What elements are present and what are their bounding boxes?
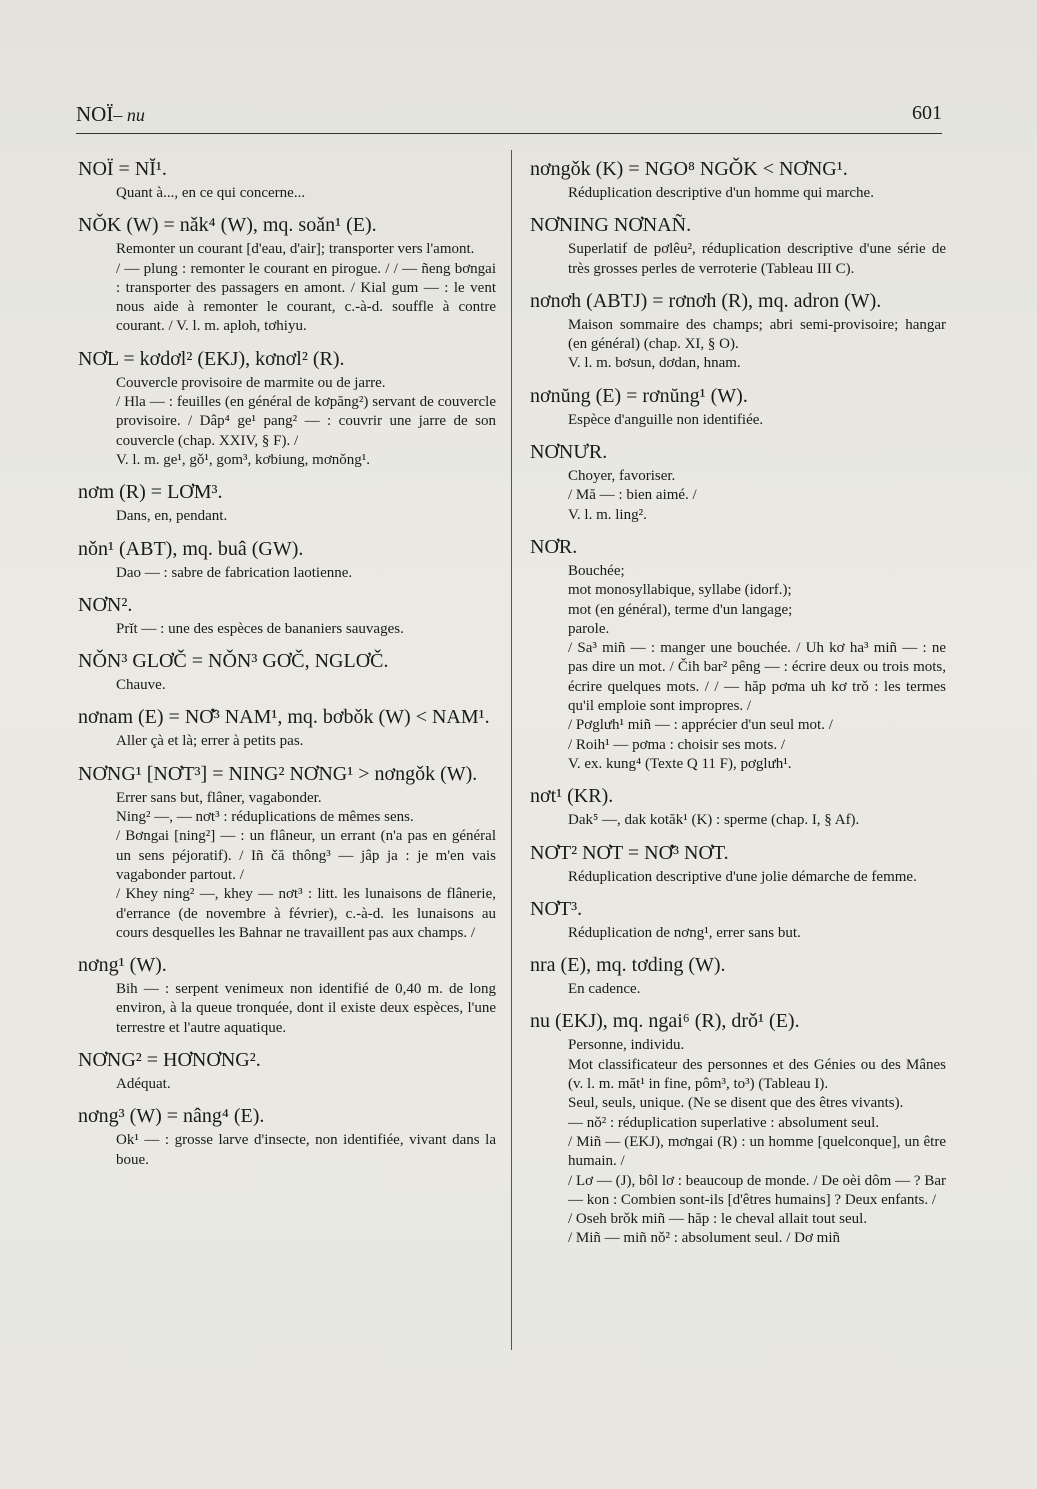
definition-line: Espèce d'anguille non identifiée. bbox=[568, 411, 764, 428]
definition-line: V. l. m. bơsun, dơdan, hnam. bbox=[568, 355, 741, 372]
dictionary-entry bbox=[78, 1047, 496, 1094]
entry-headword: nơng³ (W) = nâng⁴ (E). bbox=[78, 1105, 265, 1128]
definition-line: Seul, seuls, unique. (Ne se disent que des êtres vivants). bbox=[568, 1095, 904, 1112]
dictionary-entry bbox=[78, 761, 496, 943]
entry-headword: NOÏ = NĬ¹. bbox=[78, 158, 167, 180]
entry-headword: nơt¹ (KR). bbox=[530, 785, 614, 808]
left-column bbox=[78, 156, 496, 1179]
entry-definition bbox=[530, 980, 946, 999]
definition-line: V. l. m. ling². bbox=[568, 506, 647, 523]
entry-definition bbox=[530, 411, 946, 430]
entry-definition bbox=[78, 184, 496, 203]
definition-line: / Miñ — (EKJ), mơngai (R) : un homme [quelconque], un être humain. / bbox=[568, 1133, 946, 1170]
definition-line: / Sa³ miñ — : manger une bouchée. / Uh kơ ha³ miñ — : ne pas dire un mot. / Čih bar² pêng — : écrire deux ou trois mots, écrire quelques mots. / / — hăp pơma uh kơ trǒ : les termes qu'il emploie sont impropres. / bbox=[568, 640, 946, 715]
entry-definition bbox=[78, 789, 496, 943]
entry-definition bbox=[530, 1036, 946, 1248]
definition-line: Ok¹ — : grosse larve d'insecte, non identifiée, vivant dans la boue. bbox=[116, 1132, 496, 1168]
dictionary-entry bbox=[78, 648, 496, 695]
entry-headword: nơngǒk (K) = NGO⁸ NGǑK < NƠNG¹. bbox=[530, 158, 848, 180]
dictionary-entry bbox=[78, 704, 496, 751]
definition-line: / Pơglưh¹ miñ — : apprécier d'un seul mot. / bbox=[568, 717, 833, 734]
entry-headword: nơnam (E) = NƠ̆³ NAM¹, mq. bơbǒk (W) < NAM¹. bbox=[78, 706, 490, 729]
definition-line: Réduplication descriptive d'une jolie démarche de femme. bbox=[568, 868, 917, 885]
entry-headword: NƠNG² = HƠNƠNG². bbox=[78, 1049, 261, 1072]
definition-line: Errer sans but, flâner, vagabonder. bbox=[116, 789, 322, 806]
definition-line: Chauve. bbox=[116, 677, 166, 694]
entry-headword: NƠL = kơdơl² (EKJ), kơnơl² (R). bbox=[78, 347, 345, 370]
dictionary-entry bbox=[78, 212, 496, 336]
page-number: 601 bbox=[912, 102, 942, 124]
dictionary-entry bbox=[78, 156, 496, 203]
running-head: NOÏ– nu bbox=[76, 102, 145, 126]
dictionary-entry bbox=[78, 346, 496, 470]
entry-headword: NƠN². bbox=[78, 593, 133, 616]
definition-line: / Mă — : bien aimé. / bbox=[568, 487, 697, 504]
definition-line: — nǒ² : réduplication superlative : absolument seul. bbox=[568, 1114, 880, 1131]
entry-headword: nra (E), mq. tơding (W). bbox=[530, 954, 726, 977]
dictionary-entry bbox=[530, 156, 946, 203]
entry-headword: NǑK (W) = nǎk⁴ (W), mq. soǎn¹ (E). bbox=[78, 214, 377, 237]
dictionary-entry bbox=[530, 383, 946, 430]
definition-line: / Hla — : feuilles (en général de kơpăng²) servant de couvercle provisoire. / Dâp⁴ ge¹ pang² — : couvrir une jarre de son couvercle (chap. XXIV, § F). / bbox=[116, 394, 496, 449]
entry-definition bbox=[530, 240, 946, 279]
entry-headword: NƠR. bbox=[530, 535, 578, 558]
definition-line: Bouchée; bbox=[568, 562, 625, 579]
dictionary-entry bbox=[530, 534, 946, 774]
definition-line: Dans, en, pendant. bbox=[116, 508, 228, 525]
dictionary-entry bbox=[78, 1103, 496, 1170]
definition-line: Quant à..., en ce qui concerne... bbox=[116, 185, 306, 201]
dictionary-entry bbox=[530, 288, 946, 374]
header-rule bbox=[76, 133, 942, 134]
definition-line: Maison sommaire des champs; abri semi-provisoire; hangar (en général) (chap. XI, § O). bbox=[568, 316, 946, 353]
definition-line: Bih — : serpent venimeux non identifié de 0,40 m. de long environ, à la queue tronquée, dont il existe deux espèces, l'une terrestre et l'autre aquatique. bbox=[116, 981, 496, 1036]
definition-line: Aller çà et là; errer à petits pas. bbox=[116, 733, 304, 750]
column-divider bbox=[511, 150, 512, 1350]
dictionary-entry bbox=[78, 479, 496, 526]
definition-line: / Oseh brǒk miñ — hăp : le cheval allait tout seul. bbox=[568, 1211, 868, 1228]
entry-headword: NǑN³ GLƠČ = NǑN³ GƠČ, NGLƠČ. bbox=[78, 650, 389, 673]
definition-line: Personne, individu. bbox=[568, 1037, 685, 1054]
entry-definition bbox=[78, 732, 496, 751]
definition-line: / Khey ning² —, khey — nơt³ : litt. les lunaisons de flânerie, d'errance (de novembre à février), c.-à-d. les lunaisons au cours desquelles les Bahnar ne travaillent pas aux champs. / bbox=[116, 886, 496, 941]
definition-line: Couvercle provisoire de marmite ou de jarre. bbox=[116, 374, 386, 391]
entry-headword: nơnơh (ABTJ) = rơnơh (R), mq. adron (W). bbox=[530, 289, 882, 312]
right-column bbox=[530, 156, 946, 1258]
definition-line: Remonter un courant [d'eau, d'air]; transporter vers l'amont. bbox=[116, 241, 475, 258]
entry-definition bbox=[530, 316, 946, 374]
definition-line: Réduplication descriptive d'un homme qui marche. bbox=[568, 185, 874, 201]
definition-line: Dak⁵ —, dak kotăk¹ (K) : sperme (chap. I, § Af). bbox=[568, 812, 860, 829]
definition-line: Dao — : sabre de fabrication laotienne. bbox=[116, 564, 353, 581]
definition-line: Mot classificateur des personnes et des Génies ou des Mânes (v. l. m. măt¹ in fine, pôm³, to³) (Tableau I). bbox=[568, 1056, 946, 1093]
entry-definition bbox=[530, 184, 946, 203]
entry-headword: NƠNƯR. bbox=[530, 441, 608, 464]
entry-definition bbox=[530, 562, 946, 774]
definition-line: / Miñ — miñ nǒ² : absolument seul. / Dơ miñ bbox=[568, 1230, 841, 1247]
entry-definition bbox=[78, 240, 496, 336]
dictionary-entry bbox=[530, 783, 946, 830]
dictionary-entry bbox=[530, 439, 946, 525]
entry-definition bbox=[78, 980, 496, 1038]
definition-line: mot (en général), terme d'un langage; bbox=[568, 601, 793, 618]
entry-headword: nǒn¹ (ABT), mq. buâ (GW). bbox=[78, 537, 304, 560]
entry-definition bbox=[78, 507, 496, 526]
entry-definition bbox=[530, 467, 946, 525]
definition-line: mot monosyllabique, syllabe (idorf.); bbox=[568, 582, 792, 599]
definition-line: En cadence. bbox=[568, 981, 641, 998]
definition-line: V. ex. kung⁴ (Texte Q 11 F), pơglưh¹. bbox=[568, 755, 792, 772]
entry-headword: nơm (R) = LƠM³. bbox=[78, 481, 223, 504]
dictionary-entry bbox=[78, 952, 496, 1038]
dictionary-entry bbox=[530, 212, 946, 279]
definition-line: V. l. m. ge¹, gǒ¹, gom³, kơbiung, mơnǒng¹. bbox=[116, 451, 370, 468]
entry-headword: NƠT³. bbox=[530, 897, 583, 920]
dictionary-entry bbox=[530, 1008, 946, 1248]
entry-headword: NƠNING NƠNAÑ. bbox=[530, 214, 692, 237]
entry-definition bbox=[78, 1131, 496, 1170]
definition-line: / Roih¹ — pơma : choisir ses mots. / bbox=[568, 736, 786, 753]
entry-headword: nu (EKJ), mq. ngai⁶ (R), drǒ¹ (E). bbox=[530, 1010, 800, 1033]
definition-line: / Lơ — (J), bôl lơ : beaucoup de monde. / De oèi dôm — ? Bar — kon : Combien sont-ils [d'êtres humains] ? Deux enfants. / bbox=[568, 1172, 946, 1208]
definition-line: Prĭt — : une des espèces de bananiers sauvages. bbox=[116, 620, 404, 637]
definition-line: / Bơngai [ning²] — : un flâneur, un errant (n'a pas en général un sens péjoratif). / Iñ čă thông³ — jâp ja : je m'en vais vagabonder partout. / bbox=[116, 828, 496, 883]
definition-line: Adéquat. bbox=[116, 1076, 171, 1093]
entry-definition bbox=[530, 924, 946, 943]
running-header bbox=[76, 102, 942, 132]
dictionary-entry bbox=[78, 592, 496, 639]
dictionary-entry bbox=[530, 896, 946, 943]
definition-line: Ning² —, — nơt³ : réduplications de mêmes sens. bbox=[116, 809, 414, 826]
definition-line: Réduplication de nơng¹, errer sans but. bbox=[568, 924, 801, 941]
entry-definition bbox=[78, 1075, 496, 1094]
dictionary-entry bbox=[78, 536, 496, 583]
entry-headword: nơng¹ (W). bbox=[78, 954, 167, 977]
entry-headword: nơnŭng (E) = rơnŭng¹ (W). bbox=[530, 384, 748, 407]
entry-definition bbox=[78, 620, 496, 639]
definition-line: parole. bbox=[568, 620, 610, 637]
entry-definition bbox=[78, 676, 496, 695]
definition-line: Superlatif de pơlêu², réduplication descriptive d'une série de très grosses perles de verroterie (Tableau III C). bbox=[568, 241, 946, 277]
entry-definition bbox=[78, 374, 496, 470]
definition-line: / — plung : remonter le courant en pirogue. / / — ñeng bơngai : transporter des passagers en amont. / Kial gum — : le vent nous aide à remonter le courant, c.-à-d. souffle à contre courant. / V. l. m. aploh, tơhiyu. bbox=[116, 260, 496, 335]
dictionary-entry bbox=[530, 952, 946, 999]
entry-definition bbox=[530, 868, 946, 887]
entry-definition bbox=[530, 811, 946, 830]
dictionary-entry bbox=[530, 840, 946, 887]
entry-headword: NƠNG¹ [NƠT³] = NING² NƠNG¹ > nơngǒk (W). bbox=[78, 762, 478, 785]
entry-definition bbox=[78, 564, 496, 583]
entry-headword: NƠT² NƠT = NƠ̆³ NƠT. bbox=[530, 841, 729, 864]
definition-line: Choyer, favoriser. bbox=[568, 468, 676, 485]
